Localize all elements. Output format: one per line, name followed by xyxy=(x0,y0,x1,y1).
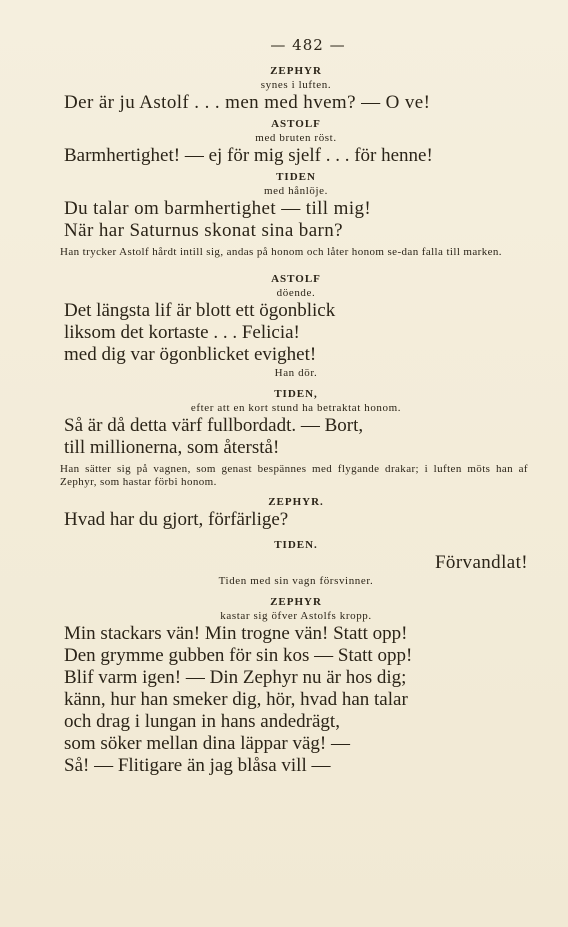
verse-line: med dig var ögonblicket evighet! xyxy=(64,344,317,365)
speaker-name: TIDEN, xyxy=(274,388,318,400)
verse-line: liksom det kortaste . . . Felicia! xyxy=(64,322,300,343)
stage-direction: Tiden med sin vagn försvinner. xyxy=(218,575,374,587)
speaker-name: ASTOLF xyxy=(271,273,321,285)
verse-line: Hvad har du gjort, förfärlige? xyxy=(64,509,289,530)
stage-direction-block: Han sätter sig på vagnen, som genast bespännes med flygande drakar; i luften möts han af Zephyr, som hastar förbi honom. xyxy=(60,463,528,488)
speaker-name: TIDEN. xyxy=(274,539,318,551)
stage-direction: döende. xyxy=(276,287,316,299)
speaker-name: ZEPHYR xyxy=(270,596,322,608)
verse-line: Den grymme gubben för sin kos — Statt opp! xyxy=(64,645,413,666)
verse-line: När har Saturnus skonat sina barn? xyxy=(64,220,343,241)
speaker-name: ZEPHYR. xyxy=(268,496,324,508)
verse-line: Barmhertighet! — ej för mig sjelf . . . för henne! xyxy=(64,145,433,166)
page-number: — 482 — xyxy=(270,36,346,54)
verse-line: Blif varm igen! — Din Zephyr nu är hos dig; xyxy=(64,667,407,688)
speaker-name: TIDEN xyxy=(276,171,316,183)
verse-line: till millionerna, som återstå! xyxy=(64,437,280,458)
speaker-name: ZEPHYR xyxy=(270,65,322,77)
speaker-name: ASTOLF xyxy=(271,118,321,130)
stage-direction: synes i luften. xyxy=(260,79,332,91)
verse-line: och drag i lungan in hans andedrägt, xyxy=(64,711,340,732)
stage-direction: kastar sig öfver Astolfs kropp. xyxy=(220,610,372,622)
stage-direction: med bruten röst. xyxy=(255,132,337,144)
verse-line: Så är då detta värf fullbordadt. — Bort, xyxy=(64,415,364,436)
verse-line: Min stackars vän! Min trogne vän! Statt opp! xyxy=(64,623,408,644)
verse-line: Det längsta lif är blott ett ögonblick xyxy=(64,300,336,321)
verse-line: som söker mellan dina läppar väg! — xyxy=(64,733,350,754)
stage-direction: Han dör. xyxy=(274,367,318,379)
verse-line: Så! — Flitigare än jag blåsa vill — xyxy=(64,755,331,776)
verse-line: Der är ju Astolf . . . men med hvem? — O ve! xyxy=(64,92,431,113)
stage-direction-block: Han trycker Astolf hårdt intill sig, andas på honom och låter honom se-dan falla till marken. xyxy=(60,246,502,258)
verse-line: Du talar om barmhertighet — till mig! xyxy=(64,198,372,219)
verse-line: känn, hur han smeker dig, hör, hvad han talar xyxy=(64,689,408,710)
stage-direction: efter att en kort stund ha betraktat honom. xyxy=(190,402,402,414)
verse-line: Förvandlat! xyxy=(434,552,528,573)
stage-direction: med hånlöje. xyxy=(263,185,328,197)
